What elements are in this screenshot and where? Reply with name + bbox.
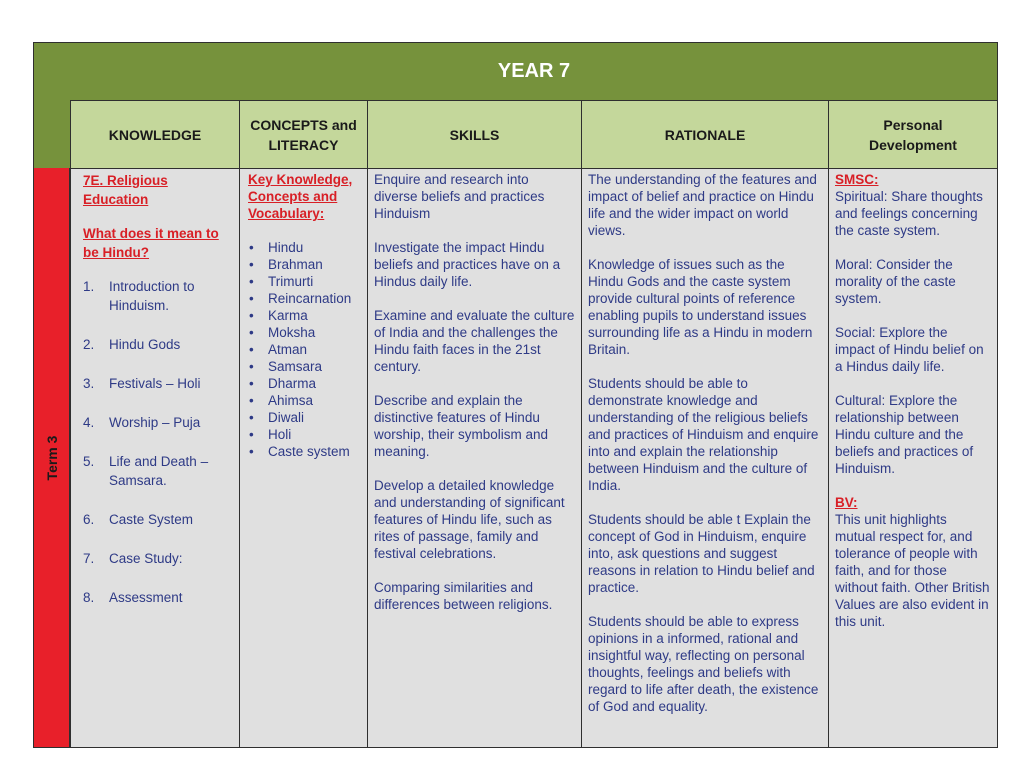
list-item: 4. Worship – Puja xyxy=(83,415,201,430)
list-item: • Trimurti xyxy=(249,274,314,289)
rationale-paragraph: Knowledge of issues such as the Hindu Gods and the caste system provide cultural points of reference enabling pupils to understand issues surrounding life as a Hindu in modern Britain. xyxy=(588,257,813,357)
skills-paragraph: Investigate the impact Hindu beliefs and practices have on a Hindus daily life. xyxy=(374,240,561,289)
list-item: • Atman xyxy=(249,342,308,357)
rationale-paragraph: The understanding of the features and impact of belief and practice on Hindu life and the wider impact on world views. xyxy=(588,172,817,238)
list-item: 3. Festivals – Holi xyxy=(83,376,201,391)
list-item: 5. Life and Death – Samsara. xyxy=(83,454,209,488)
rationale-paragraph: Students should be able to express opinions in a informed, rational and insightful way, reflecting on personal thoughts, feelings and beliefs with regard to life after death, the existence of God and equality. xyxy=(588,614,819,714)
list-item: • Diwali xyxy=(249,410,305,425)
list-item: • Caste system xyxy=(249,444,350,459)
skills-paragraph: Examine and evaluate the culture of India and the challenges the Hindu faith faces in the 21st century. xyxy=(374,308,575,374)
bv-heading: BV: xyxy=(835,495,858,510)
concepts-heading: Key Knowledge, Concepts and Vocabulary: xyxy=(248,172,353,221)
header-pd-line2: Development xyxy=(869,136,957,153)
list-item: 1. Introduction to Hinduism. xyxy=(83,279,195,313)
list-item: • Karma xyxy=(249,308,308,323)
list-item: • Dharma xyxy=(249,376,317,391)
list-item: • Samsara xyxy=(249,359,323,374)
list-item: • Ahimsa xyxy=(249,393,314,408)
spiritual-text: Spiritual: Share thoughts and feelings concerning the caste system. xyxy=(835,189,983,238)
skills-paragraph: Develop a detailed knowledge and understanding of significant features of Hindu life, such as rites of passage, family and festival celebrations. xyxy=(374,478,565,561)
header-concepts-line1: CONCEPTS and xyxy=(250,116,357,133)
bv-text: This unit highlights mutual respect for, and tolerance of people with faith, and for those without faith. Other British Values are also evident in this unit. xyxy=(835,512,990,629)
list-item: • Brahman xyxy=(249,257,323,272)
term-label: Term 3 xyxy=(44,435,60,481)
smsc-heading: SMSC: xyxy=(835,172,879,187)
list-item: 7. Case Study: xyxy=(83,551,183,566)
list-item: 6. Caste System xyxy=(83,512,194,527)
header-pd-line1: Personal xyxy=(883,116,943,133)
skills-paragraph: Describe and explain the distinctive features of Hindu worship, their symbolism and meaning. xyxy=(374,393,549,459)
rationale-paragraph: Students should be able t Explain the concept of God in Hinduism, enquire into, ask questions and suggest reasons in relation to Hindu belief and practice. xyxy=(588,512,815,595)
header-knowledge-label: KNOWLEDGE xyxy=(108,126,202,143)
skills-paragraph: Comparing similarities and differences between religions. xyxy=(374,580,553,612)
unit-question: What does it mean to be Hindu? xyxy=(83,226,219,260)
cultural-text: Cultural: Explore the relationship between Hindu culture and the beliefs and practices of Hinduism. xyxy=(835,393,974,476)
social-text: Social: Explore the impact of Hindu belief on a Hindus daily life. xyxy=(835,325,984,374)
list-item: • Reincarnation xyxy=(249,291,352,306)
list-item: • Moksha xyxy=(249,325,316,340)
list-item: • Holi xyxy=(249,427,292,442)
list-item: • Hindu xyxy=(249,240,304,255)
header-skills-label: SKILLS xyxy=(449,126,500,143)
table-frame xyxy=(33,42,998,748)
unit-title: 7E. Religious Education xyxy=(83,173,168,207)
list-item: 8. Assessment xyxy=(83,590,183,605)
year-title: YEAR 7 xyxy=(497,59,571,82)
header-concepts-line2: LITERACY xyxy=(268,136,339,153)
rationale-paragraph: Students should be able to demonstrate knowledge and understanding of the religious beliefs and practices of Hinduism and enquire into and explain the relationship between Hinduism and the culture of India. xyxy=(588,376,819,493)
skills-paragraph: Enquire and research into diverse beliefs and practices Hinduism xyxy=(374,172,545,221)
header-rationale-label: RATIONALE xyxy=(664,126,746,143)
list-item: 2. Hindu Gods xyxy=(83,337,181,352)
moral-text: Moral: Consider the morality of the caste system. xyxy=(835,257,956,306)
